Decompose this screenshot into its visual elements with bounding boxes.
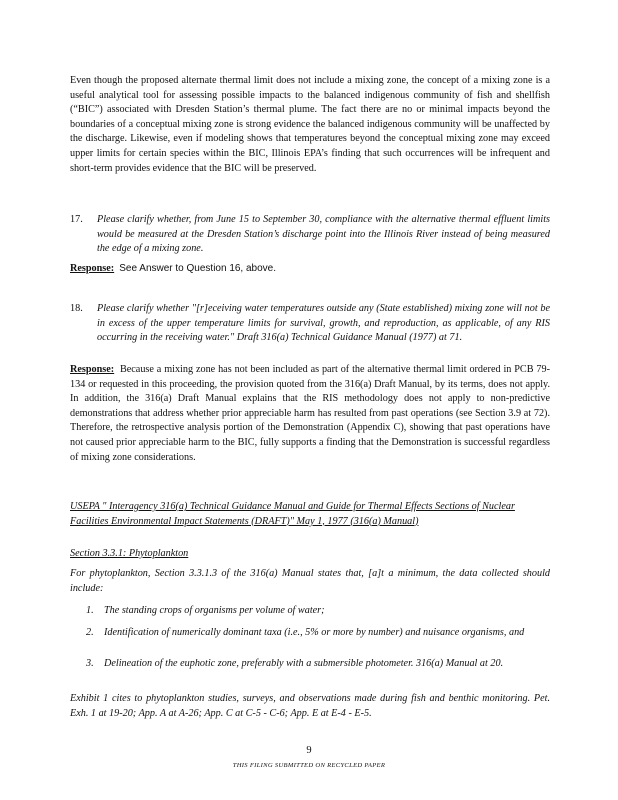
intro-paragraph: Even though the proposed alternate thermal limit does not include a mixing zone, the concept of a mixing zone is a useful analytical tool for assessing possible impacts to the balanced indigenous community of fish and shellfish (“BIC”) associated with Dresden Station’s thermal plume. The fact there are no or minimal impacts beyond the boundaries of a conceptual mixing zone is strong evidence the balanced indigenous community will be unaffected by the discharge. Likewise, even if modeling shows that temperatures beyond the conceptual mixing zone may exceed upper limits for certain species within the BIC, Illinois EPA’s finding that such occurrences will be infrequent and short-term provides evidence that the BIC will be preserved. [70,75,550,174]
section-intro: For phytoplankton, Section 3.3.1.3 of the 316(a) Manual states that, [a]t a minimum, the data collected should include: [70,568,550,594]
usepa-manual-heading: USEPA " Interagency 316(a) Technical Guidance Manual and Guide for Thermal Effects Sections of Nuclear Facilities Environmental Impact Statements (DRAFT)" May 1, 1977 (316(a) Manual) [70,501,515,527]
list-item [86,626,546,641]
response-17 [70,262,550,277]
response-17-text: See Answer to Question 16, above. [119,263,277,274]
question-17-text: Please clarify whether, from June 15 to September 30, compliance with the alternative thermal effluent limits would be measured at the Dresden Station’s discharge point into the Illinois River instead of being measured the edge of a mixing zone. [97,214,550,255]
list-item-number: 2. [86,627,94,638]
list-item-text: The standing crops of organisms per volume of water; [104,605,325,616]
response-18-text: Because a mixing zone has not been included as part of the alternative thermal limit ordered in PCB 79-134 or requested in this proceeding, the provision quoted from the 316(a) Draft Manual, by its terms, does not apply. In addition, the 316(a) Draft Manual explains that the RIS methodology does not apply to non-predictive demonstrations that address whether prior appreciable harm has resulted from past operations (see Section 3.9 at 72). Therefore, the retrospective analysis portion of the Demonstration (Appendix C), showing that past operations have not caused prior appreciable harm to the BIC, fully supports a finding that the Demonstration is successful regardless of mixing zone considerations. [70,364,550,463]
question-18 [70,302,550,346]
list-item [86,604,546,619]
response-18-label: Response: [70,364,115,375]
exhibit-citation: Exhibit 1 cites to phytoplankton studies, surveys, and observations made during fish and benthic monitoring. Pet. Exh. 1 at 19-20; App. A at A-26; App. C at C-5 - C-6; App. E at E-4 - E-5. [70,693,550,719]
list-item-number: 3. [86,658,94,669]
list-item-text: Identification of numerically dominant taxa (i.e., 5% or more by number) and nuisance organisms, and [104,627,525,638]
recycled-paper-footer: THIS FILING SUBMITTED ON RECYCLED PAPER [232,762,386,769]
section-heading: Section 3.3.1: Phytoplankton [70,548,189,559]
question-18-text: Please clarify whether "[r]eceiving water temperatures outside any (State established) mixing zone will not be in excess of the upper temperature limits for survival, growth, and reproduction, as applicable, of any RIS occurring in the receiving water." Draft 316(a) Technical Guidance Manual (1977) at 71. [97,303,550,344]
question-18-number: 18. [70,303,83,314]
list-item-text: Delineation of the euphotic zone, preferably with a submersible photometer. 316(a) Manual at 20. [104,658,504,669]
page-number: 9 [306,745,312,756]
question-17-number: 17. [70,214,83,225]
response-18 [70,363,550,465]
question-17 [70,213,550,257]
list-item [86,657,546,672]
response-17-label: Response: [70,263,115,274]
list-item-number: 1. [86,605,94,616]
